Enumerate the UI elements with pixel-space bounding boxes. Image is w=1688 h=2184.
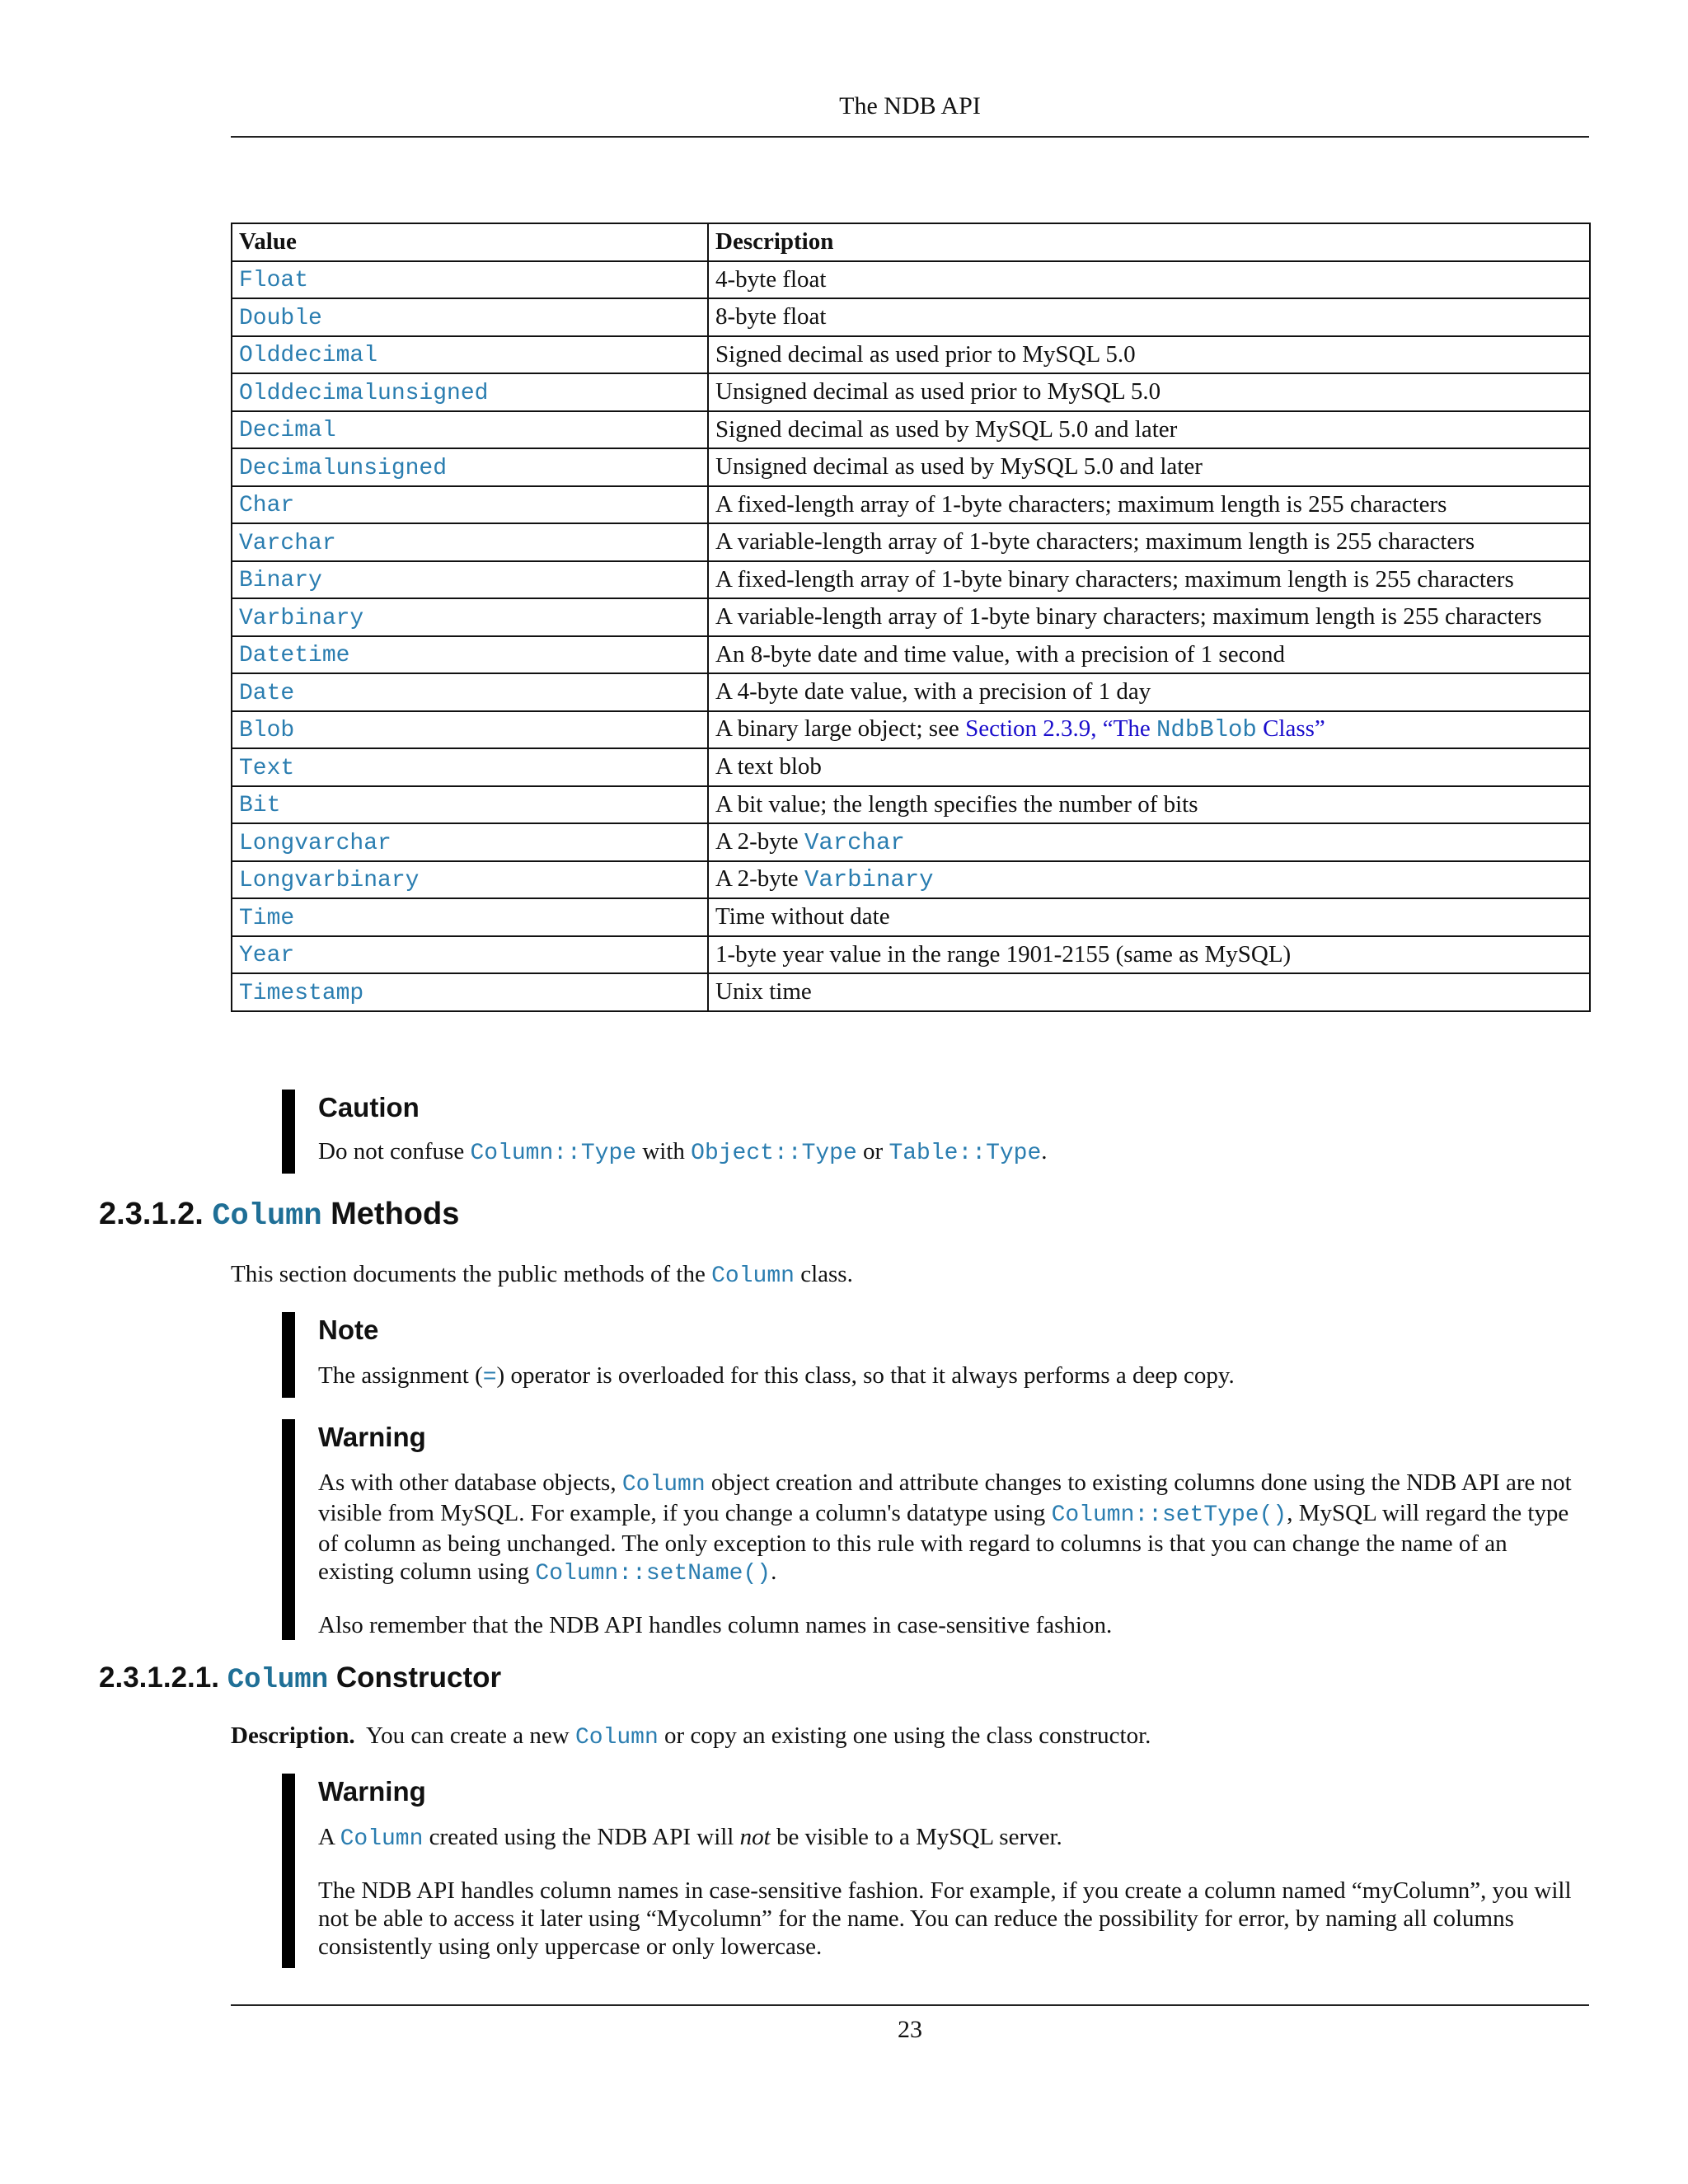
type-value: Olddecimalunsigned — [239, 380, 489, 406]
type-description: A 2-byte — [715, 865, 804, 893]
type-value-cell — [232, 336, 708, 374]
type-value-cell — [232, 973, 708, 1011]
link-text[interactable]: Class” — [1256, 715, 1325, 743]
type-value: Char — [239, 493, 295, 519]
type-value: Varchar — [239, 530, 336, 556]
type-description-cell — [708, 486, 1590, 524]
warning-text: As with other database objects, Column object creation and attribute changes to existing columns done using the NDB API are not visible from MySQL. For example, if you change a column's datatype using Column::setType(), MySQL will regard the type of column as being unchanged. The only exception to this rule with regard to columns is that you can change the name of an existing column using Column::setName(). — [318, 1469, 1572, 1586]
table-row — [232, 973, 1590, 1011]
table-row — [232, 448, 1590, 486]
type-description: 1-byte year value in the range 1901-2155 (same as MySQL) — [715, 940, 1292, 968]
type-value: Time — [239, 905, 295, 931]
table-header-row — [232, 223, 1590, 261]
type-value-cell — [232, 298, 708, 336]
type-description: Signed decimal as used by MySQL 5.0 and later — [715, 415, 1178, 443]
type-description: 4-byte float — [715, 265, 827, 293]
type-value: Date — [239, 680, 295, 706]
type-value-cell — [232, 636, 708, 674]
type-value-cell — [232, 748, 708, 786]
type-description-cell — [708, 411, 1590, 449]
table-row — [232, 636, 1590, 674]
type-reference-code: Varchar — [804, 828, 905, 856]
warning-text-case-sensitive: Also remember that the NDB API handles column names in case-sensitive fashion. — [318, 1612, 1113, 1638]
type-description-cell — [708, 636, 1590, 674]
type-description: Time without date — [715, 903, 890, 930]
type-value: Timestamp — [239, 980, 364, 1006]
type-description-cell — [708, 561, 1590, 599]
table-row — [232, 711, 1590, 749]
type-description-cell — [708, 261, 1590, 299]
type-value: Olddecimal — [239, 343, 378, 369]
type-value-cell — [232, 523, 708, 561]
type-description-cell — [708, 823, 1590, 861]
type-value-cell — [232, 598, 708, 636]
note-text: The assignment (=) operator is overloaded for this class, so that it always performs a deep copy. — [318, 1362, 1235, 1390]
type-value: Year — [239, 943, 295, 969]
type-description-cell — [708, 373, 1590, 411]
note-title: Note — [318, 1315, 379, 1345]
type-description-cell — [708, 936, 1590, 974]
type-description: A bit value; the length specifies the number of bits — [715, 790, 1198, 818]
column-type-table — [231, 223, 1591, 1012]
type-description: Signed decimal as used prior to MySQL 5.0 — [715, 340, 1136, 368]
type-value-cell — [232, 373, 708, 411]
type-description-cell — [708, 861, 1590, 899]
table-row — [232, 786, 1590, 824]
type-reference-code: Varbinary — [804, 866, 934, 894]
caution-text: Do not confuse Column::Type with Object::Type or Table::Type. — [318, 1138, 1048, 1166]
type-description-cell — [708, 898, 1590, 936]
type-value-cell — [232, 786, 708, 824]
type-value-cell — [232, 861, 708, 899]
page-number: 23 — [898, 2016, 922, 2043]
type-description: A binary large object; see — [715, 715, 966, 743]
type-description: A 2-byte — [715, 827, 804, 855]
table-row — [232, 823, 1590, 861]
type-value: Longvarchar — [239, 830, 392, 856]
warning-text: A Column created using the NDB API will not be visible to a MySQL server. — [318, 1824, 1062, 1852]
table-row — [232, 486, 1590, 524]
type-value-cell — [232, 411, 708, 449]
type-description: A fixed-length array of 1-byte binary characters; maximum length is 255 characters — [715, 565, 1514, 593]
type-description-cell — [708, 748, 1590, 786]
table-row — [232, 861, 1590, 899]
type-description-cell — [708, 298, 1590, 336]
footer-rule — [231, 2004, 1589, 2006]
type-description-cell — [708, 448, 1590, 486]
type-value: Text — [239, 755, 295, 781]
type-description: Unix time — [715, 978, 812, 1005]
subsection-heading-column-constructor: 2.3.1.2.1. Column Constructor — [99, 1661, 502, 1696]
warning-box-constructor — [282, 1774, 1587, 1968]
type-description: A variable-length array of 1-byte binary characters; maximum length is 255 characters — [715, 603, 1542, 630]
section-heading-column-methods: 2.3.1.2. Column Methods — [99, 1197, 460, 1234]
type-description-cell — [708, 673, 1590, 711]
ndbblob-section-link[interactable] — [965, 715, 1325, 742]
running-header: The NDB API — [839, 92, 981, 120]
table-row — [232, 523, 1590, 561]
table-row — [232, 561, 1590, 599]
type-value: Longvarbinary — [239, 868, 420, 894]
type-value: Bit — [239, 793, 281, 819]
table-row — [232, 373, 1590, 411]
type-description-cell — [708, 973, 1590, 1011]
warning-box-column-methods — [282, 1419, 1587, 1640]
type-value-cell — [232, 823, 708, 861]
type-description: Unsigned decimal as used by MySQL 5.0 and later — [715, 453, 1203, 480]
type-value-cell — [232, 261, 708, 299]
type-value: Varbinary — [239, 605, 364, 631]
type-value-cell — [232, 673, 708, 711]
table-row — [232, 898, 1590, 936]
type-description-cell — [708, 336, 1590, 374]
type-value: Decimalunsigned — [239, 455, 448, 481]
type-value: Float — [239, 268, 309, 294]
table-row — [232, 673, 1590, 711]
table-row — [232, 298, 1590, 336]
table-row — [232, 336, 1590, 374]
link-text[interactable]: Section 2.3.9, “The — [965, 715, 1157, 743]
type-description: A text blob — [715, 753, 822, 780]
type-value-cell — [232, 898, 708, 936]
table-header-value: Value — [232, 223, 708, 261]
table-row — [232, 936, 1590, 974]
type-value: Blob — [239, 718, 295, 744]
link-code[interactable]: NdbBlob — [1156, 716, 1257, 744]
type-description-cell — [708, 711, 1590, 749]
type-value-cell — [232, 711, 708, 749]
type-value-cell — [232, 486, 708, 524]
type-value-cell — [232, 448, 708, 486]
type-value: Double — [239, 305, 322, 331]
warning-title: Warning — [318, 1422, 426, 1452]
type-value-cell — [232, 936, 708, 974]
warning-title: Warning — [318, 1776, 426, 1807]
note-box — [282, 1312, 1587, 1398]
type-description-cell — [708, 786, 1590, 824]
type-description: An 8-byte date and time value, with a precision of 1 second — [715, 640, 1285, 668]
type-description-cell — [708, 598, 1590, 636]
type-value-cell — [232, 561, 708, 599]
constructor-description: Description. You can create a new Column or copy an existing one using the class constructor. — [231, 1722, 1151, 1750]
caution-box — [282, 1090, 1587, 1174]
table-row — [232, 261, 1590, 299]
table-row — [232, 748, 1590, 786]
type-description: A variable-length array of 1-byte characters; maximum length is 255 characters — [715, 528, 1475, 555]
type-description: A 4-byte date value, with a precision of 1 day — [715, 678, 1151, 705]
type-description: A fixed-length array of 1-byte characters; maximum length is 255 characters — [715, 490, 1447, 518]
table-body — [232, 261, 1590, 1011]
type-value: Decimal — [239, 418, 336, 444]
section-intro: This section documents the public methods of the Column class. — [231, 1261, 853, 1289]
warning-text-naming: The NDB API handles column names in case-sensitive fashion. For example, if you create a column named “myColumn”, you will not be able to access it later using “Mycolumn” for the name. You can reduce the possibility for error, by naming all columns consistently using only uppercase or only lowercase. — [318, 1877, 1572, 1960]
table-row — [232, 598, 1590, 636]
type-description: 8-byte float — [715, 303, 827, 330]
type-value: Binary — [239, 568, 322, 594]
caution-title: Caution — [318, 1092, 420, 1122]
type-value: Datetime — [239, 643, 350, 669]
table-header-description: Description — [708, 223, 1590, 261]
header-rule — [231, 136, 1589, 138]
type-description: Unsigned decimal as used prior to MySQL 5.0 — [715, 378, 1161, 405]
type-description-cell — [708, 523, 1590, 561]
table-row — [232, 411, 1590, 449]
